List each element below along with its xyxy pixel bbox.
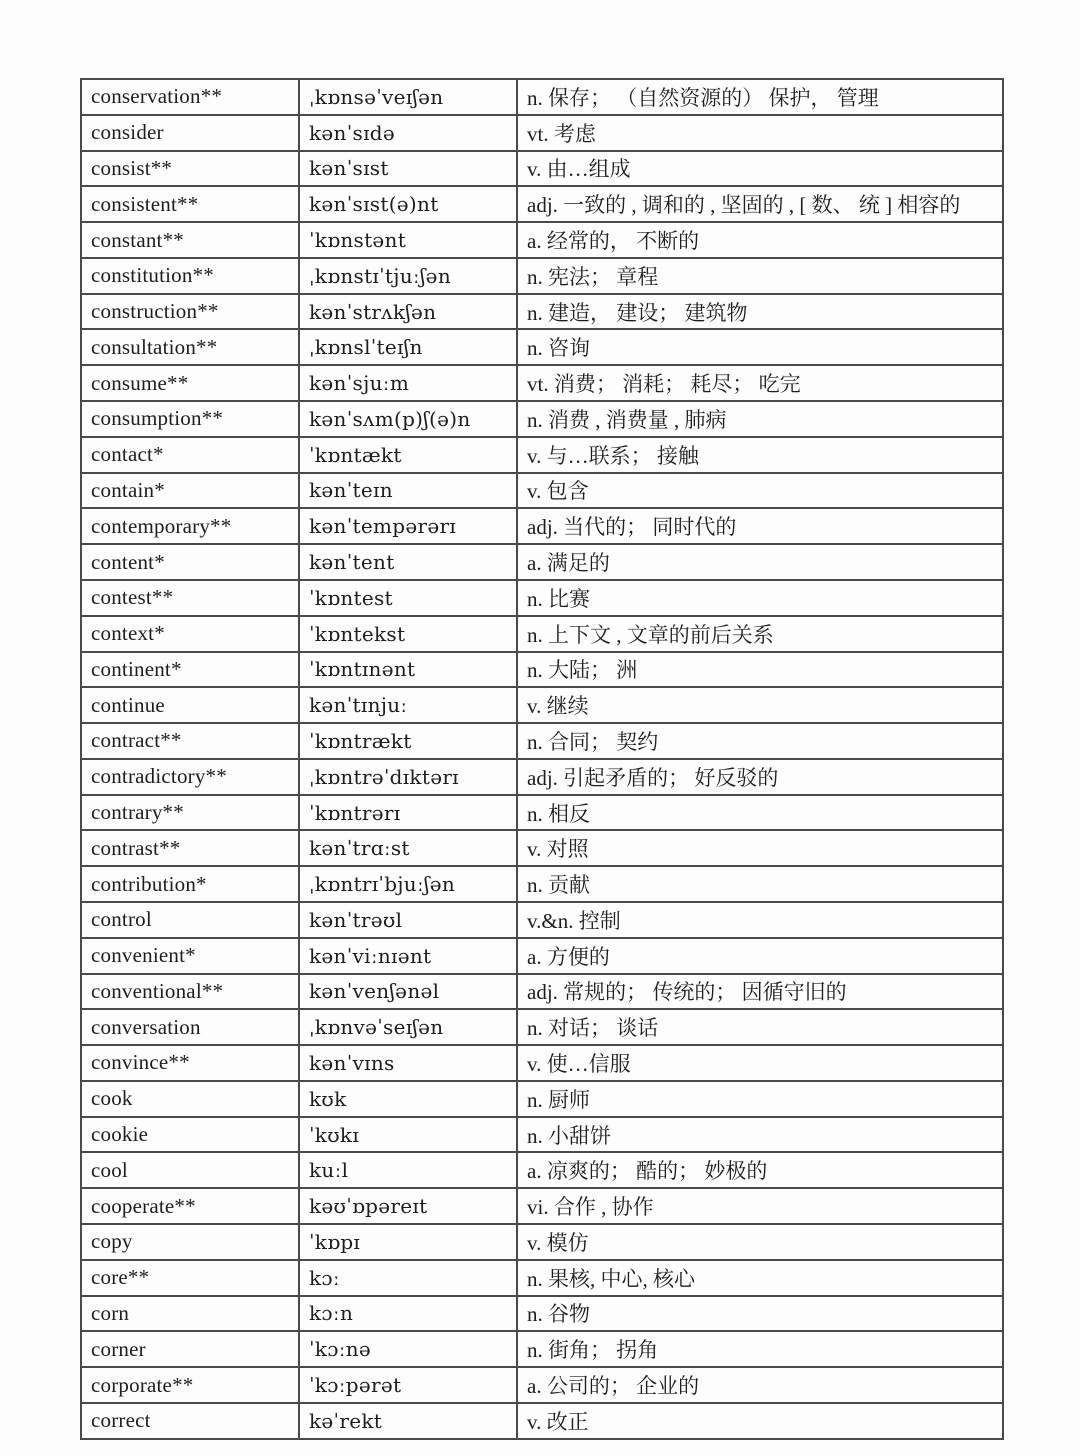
phonetic-cell: kɔː [299, 1260, 517, 1296]
meaning-cell: adj. 当代的； 同时代的 [517, 508, 1003, 544]
word-cell: cookie [81, 1117, 299, 1153]
table-row [81, 329, 1003, 365]
meaning-cell: a. 公司的； 企业的 [517, 1367, 1003, 1403]
meaning-cell: n. 街角； 拐角 [517, 1331, 1003, 1367]
word-cell: context* [81, 616, 299, 652]
phonetic-cell: ˈkɒntrækt [299, 723, 517, 759]
word-cell: corner [81, 1331, 299, 1367]
word-cell: continent* [81, 652, 299, 688]
phonetic-cell: kənˈsjuːm [299, 365, 517, 401]
table-row [81, 79, 1003, 115]
phonetic-cell: kənˈtrɑːst [299, 830, 517, 866]
table-row [81, 1403, 1003, 1439]
word-cell: consistent** [81, 186, 299, 222]
word-cell: corporate** [81, 1367, 299, 1403]
meaning-cell: a. 满足的 [517, 544, 1003, 580]
scanned-page [80, 78, 1004, 1440]
phonetic-cell: kənˈtrəʊl [299, 902, 517, 938]
phonetic-cell: kənˈvɪns [299, 1045, 517, 1081]
table-row [81, 974, 1003, 1010]
word-cell: conventional** [81, 974, 299, 1010]
phonetic-cell: ˌkɒntrɪˈbjuːʃən [299, 866, 517, 902]
word-cell: contract** [81, 723, 299, 759]
meaning-cell: n. 保存； （自然资源的） 保护， 管理 [517, 79, 1003, 115]
word-cell: contest** [81, 580, 299, 616]
meaning-cell: n. 贡献 [517, 866, 1003, 902]
vocabulary-table [80, 78, 1004, 1440]
meaning-cell: v. 对照 [517, 830, 1003, 866]
word-cell: consider [81, 115, 299, 151]
table-row [81, 151, 1003, 187]
word-cell: cook [81, 1081, 299, 1117]
meaning-cell: v. 包含 [517, 473, 1003, 509]
table-row [81, 508, 1003, 544]
word-cell: conversation [81, 1009, 299, 1045]
table-row [81, 687, 1003, 723]
phonetic-cell: kəʊˈɒpəreɪt [299, 1188, 517, 1224]
phonetic-cell: ˈkɒpɪ [299, 1224, 517, 1260]
table-row [81, 652, 1003, 688]
meaning-cell: v.&n. 控制 [517, 902, 1003, 938]
meaning-cell: n. 果核, 中心, 核心 [517, 1260, 1003, 1296]
phonetic-cell: kʊk [299, 1081, 517, 1117]
table-row [81, 186, 1003, 222]
table-row [81, 723, 1003, 759]
phonetic-cell: kənˈsɪst(ə)nt [299, 186, 517, 222]
word-cell: core** [81, 1260, 299, 1296]
meaning-cell: adj. 引起矛盾的； 好反驳的 [517, 759, 1003, 795]
table-row [81, 115, 1003, 151]
table-row [81, 437, 1003, 473]
table-row [81, 759, 1003, 795]
phonetic-cell: kənˈtɪnjuː [299, 687, 517, 723]
phonetic-cell: kənˈtent [299, 544, 517, 580]
phonetic-cell: kuːl [299, 1152, 517, 1188]
word-cell: copy [81, 1224, 299, 1260]
table-row [81, 544, 1003, 580]
phonetic-cell: ˈkɔːpərət [299, 1367, 517, 1403]
meaning-cell: n. 对话； 谈话 [517, 1009, 1003, 1045]
meaning-cell: n. 厨师 [517, 1081, 1003, 1117]
meaning-cell: adj. 常规的； 传统的； 因循守旧的 [517, 974, 1003, 1010]
table-row [81, 938, 1003, 974]
table-row [81, 365, 1003, 401]
table-row [81, 830, 1003, 866]
table-row [81, 222, 1003, 258]
table-row [81, 580, 1003, 616]
phonetic-cell: ˈkɒntrərɪ [299, 795, 517, 831]
phonetic-cell: ˈkɒntekst [299, 616, 517, 652]
phonetic-cell: kəˈrekt [299, 1403, 517, 1439]
phonetic-cell: kənˈtempərərɪ [299, 508, 517, 544]
phonetic-cell: ˈkɒntest [299, 580, 517, 616]
table-row [81, 1367, 1003, 1403]
meaning-cell: n. 小甜饼 [517, 1117, 1003, 1153]
word-cell: contribution* [81, 866, 299, 902]
word-cell: consultation** [81, 329, 299, 365]
meaning-cell: a. 经常的， 不断的 [517, 222, 1003, 258]
meaning-cell: n. 大陆； 洲 [517, 652, 1003, 688]
meaning-cell: a. 方便的 [517, 938, 1003, 974]
word-cell: convince** [81, 1045, 299, 1081]
meaning-cell: v. 模仿 [517, 1224, 1003, 1260]
meaning-cell: vi. 合作 , 协作 [517, 1188, 1003, 1224]
meaning-cell: vt. 考虑 [517, 115, 1003, 151]
meaning-cell: adj. 一致的 , 调和的 , 坚固的 , [ 数、 统 ] 相容的 [517, 186, 1003, 222]
meaning-cell: n. 合同； 契约 [517, 723, 1003, 759]
meaning-cell: a. 凉爽的； 酷的； 妙极的 [517, 1152, 1003, 1188]
table-row [81, 1296, 1003, 1332]
word-cell: corn [81, 1296, 299, 1332]
word-cell: control [81, 902, 299, 938]
table-row [81, 866, 1003, 902]
word-cell: consumption** [81, 401, 299, 437]
word-cell: construction** [81, 294, 299, 330]
table-row [81, 473, 1003, 509]
word-cell: consist** [81, 151, 299, 187]
word-cell: contradictory** [81, 759, 299, 795]
phonetic-cell: ˌkɒnsəˈveɪʃən [299, 79, 517, 115]
word-cell: constitution** [81, 258, 299, 294]
phonetic-cell: ˈkɒntɪnənt [299, 652, 517, 688]
phonetic-cell: ˈkɒnstənt [299, 222, 517, 258]
phonetic-cell: kənˈvenʃənəl [299, 974, 517, 1010]
word-cell: correct [81, 1403, 299, 1439]
table-row [81, 795, 1003, 831]
meaning-cell: n. 比赛 [517, 580, 1003, 616]
phonetic-cell: kənˈteɪn [299, 473, 517, 509]
table-row [81, 1045, 1003, 1081]
table-row [81, 1117, 1003, 1153]
meaning-cell: n. 咨询 [517, 329, 1003, 365]
phonetic-cell: kənˈsʌm(p)ʃ(ə)n [299, 401, 517, 437]
table-row [81, 1260, 1003, 1296]
phonetic-cell: ˌkɒnstɪˈtjuːʃən [299, 258, 517, 294]
word-cell: consume** [81, 365, 299, 401]
table-row [81, 401, 1003, 437]
meaning-cell: v. 与…联系； 接触 [517, 437, 1003, 473]
word-cell: conservation** [81, 79, 299, 115]
meaning-cell: n. 消费 , 消费量 , 肺病 [517, 401, 1003, 437]
meaning-cell: n. 相反 [517, 795, 1003, 831]
table-row [81, 1331, 1003, 1367]
phonetic-cell: ˈkɔːnə [299, 1331, 517, 1367]
meaning-cell: vt. 消费； 消耗； 耗尽； 吃完 [517, 365, 1003, 401]
table-row [81, 1081, 1003, 1117]
phonetic-cell: ˌkɒntrəˈdɪktərɪ [299, 759, 517, 795]
table-row [81, 258, 1003, 294]
meaning-cell: v. 由…组成 [517, 151, 1003, 187]
phonetic-cell: kənˈstrʌkʃən [299, 294, 517, 330]
table-row [81, 1009, 1003, 1045]
meaning-cell: v. 继续 [517, 687, 1003, 723]
phonetic-cell: ˌkɒnslˈteɪʃn [299, 329, 517, 365]
phonetic-cell: kɔːn [299, 1296, 517, 1332]
phonetic-cell: ˈkʊkɪ [299, 1117, 517, 1153]
table-row [81, 1152, 1003, 1188]
table-row [81, 294, 1003, 330]
phonetic-cell: kənˈsɪst [299, 151, 517, 187]
table-row [81, 902, 1003, 938]
meaning-cell: n. 建造， 建设； 建筑物 [517, 294, 1003, 330]
word-cell: contrast** [81, 830, 299, 866]
word-cell: contain* [81, 473, 299, 509]
word-cell: constant** [81, 222, 299, 258]
word-cell: content* [81, 544, 299, 580]
phonetic-cell: kənˈviːnɪənt [299, 938, 517, 974]
vocab-table-body [81, 79, 1003, 1439]
meaning-cell: n. 上下文 , 文章的前后关系 [517, 616, 1003, 652]
table-row [81, 1224, 1003, 1260]
phonetic-cell: ˈkɒntækt [299, 437, 517, 473]
meaning-cell: v. 改正 [517, 1403, 1003, 1439]
word-cell: contrary** [81, 795, 299, 831]
word-cell: contact* [81, 437, 299, 473]
word-cell: cool [81, 1152, 299, 1188]
meaning-cell: n. 谷物 [517, 1296, 1003, 1332]
word-cell: cooperate** [81, 1188, 299, 1224]
word-cell: convenient* [81, 938, 299, 974]
word-cell: contemporary** [81, 508, 299, 544]
table-row [81, 1188, 1003, 1224]
meaning-cell: n. 宪法； 章程 [517, 258, 1003, 294]
table-row [81, 616, 1003, 652]
phonetic-cell: ˌkɒnvəˈseɪʃən [299, 1009, 517, 1045]
meaning-cell: v. 使…信服 [517, 1045, 1003, 1081]
word-cell: continue [81, 687, 299, 723]
phonetic-cell: kənˈsɪdə [299, 115, 517, 151]
